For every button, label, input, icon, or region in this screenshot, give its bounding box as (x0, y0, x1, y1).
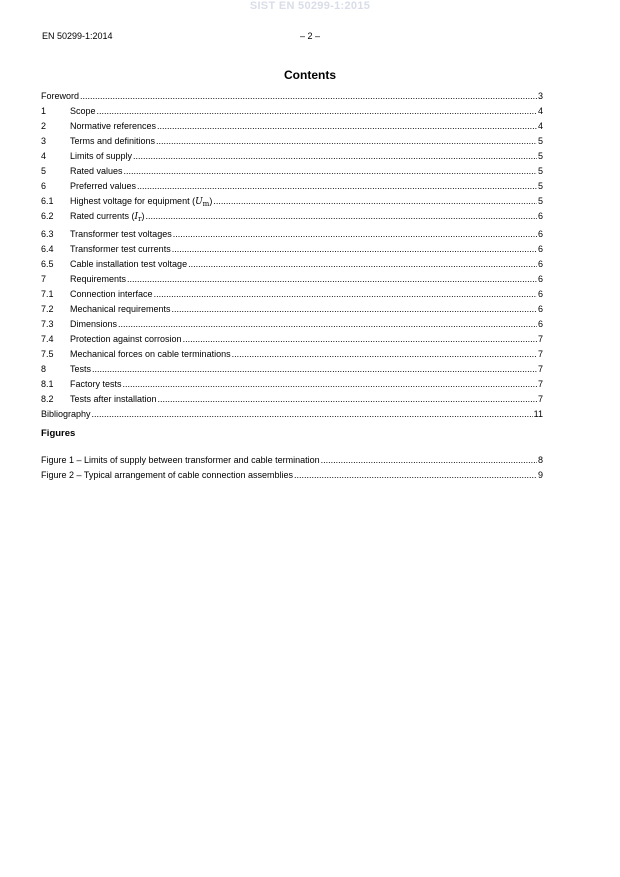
toc-entry[interactable] (41, 227, 543, 242)
leader-dots (232, 347, 537, 362)
toc-entry[interactable] (41, 179, 543, 194)
toc-entry-number: 6.2 (41, 211, 54, 221)
toc-entry[interactable] (41, 392, 543, 407)
toc-entry-page: 7 (537, 394, 543, 404)
toc-entry[interactable] (41, 362, 543, 377)
watermark: SIST EN 50299-1:2015 (249, 0, 371, 12)
leader-dots (154, 287, 537, 302)
leader-dots (294, 468, 537, 483)
toc-entry-page: 6 (537, 274, 543, 284)
toc-entry[interactable] (41, 194, 543, 209)
list-of-figures (41, 453, 543, 483)
toc-entry-label: Rated currents $(I_r)$ (70, 211, 145, 223)
toc-entry-page: 6 (537, 319, 543, 329)
toc-entry-page: 7 (537, 349, 543, 359)
toc-entry-label: Foreword (41, 91, 80, 101)
leader-dots (127, 272, 537, 287)
figure-entry-page: 8 (537, 455, 543, 465)
toc-entry[interactable] (41, 89, 543, 104)
toc-entry-number: 6 (41, 181, 47, 191)
toc-entry-number: 8.1 (41, 379, 54, 389)
figure-entry[interactable] (41, 468, 543, 483)
toc-entry[interactable] (41, 287, 543, 302)
leader-dots (92, 407, 533, 422)
toc-entry-page: 5 (537, 166, 543, 176)
toc-entry-label: Scope (70, 106, 96, 116)
leader-dots (173, 227, 537, 242)
toc-entry-page: 6 (537, 304, 543, 314)
toc-entry-label: Protection against corrosion (70, 334, 182, 344)
toc-entry[interactable] (41, 272, 543, 287)
toc-entry-label: Limits of supply (70, 151, 133, 161)
toc-entry[interactable] (41, 407, 543, 422)
toc-entry-page: 11 (533, 409, 543, 419)
toc-entry-page: 4 (537, 121, 543, 131)
toc-entry-page: 6 (537, 259, 543, 269)
toc-entry-label: Mechanical requirements (70, 304, 171, 314)
leader-dots (97, 104, 537, 119)
toc-entry-number: 8 (41, 364, 47, 374)
leader-dots (124, 164, 537, 179)
toc-entry-number: 7 (41, 274, 47, 284)
figure-entry-page: 9 (537, 470, 543, 480)
toc-entry-page: 5 (537, 151, 543, 161)
toc-entry[interactable] (41, 119, 543, 134)
toc-entry-label: Dimensions (70, 319, 118, 329)
toc-entry-page: 6 (537, 244, 543, 254)
leader-dots (188, 257, 537, 272)
leader-dots (118, 317, 537, 332)
toc-entry-page: 5 (537, 196, 543, 206)
toc-entry-page: 7 (537, 379, 543, 389)
toc-entry-number: 3 (41, 136, 47, 146)
toc-entry[interactable] (41, 104, 543, 119)
toc-entry-number: 6.1 (41, 196, 54, 206)
toc-entry-number: 6.5 (41, 259, 54, 269)
leader-dots (183, 332, 537, 347)
table-of-contents (41, 89, 543, 422)
toc-entry[interactable] (41, 332, 543, 347)
toc-entry[interactable] (41, 347, 543, 362)
toc-entry-label: Rated values (70, 166, 123, 176)
leader-dots (213, 194, 537, 209)
toc-entry-number: 7.5 (41, 349, 54, 359)
leader-dots (137, 179, 537, 194)
toc-entry-number: 6.4 (41, 244, 54, 254)
toc-entry-label: Bibliography (41, 409, 91, 419)
toc-entry-label: Transformer test currents (70, 244, 171, 254)
toc-entry-label: Tests (70, 364, 92, 374)
toc-entry-number: 4 (41, 151, 47, 161)
leader-dots (321, 453, 537, 468)
toc-entry-label: Factory tests (70, 379, 122, 389)
toc-entry-page: 5 (537, 181, 543, 191)
figure-entry-label: Figure 1 – Limits of supply between transformer and cable termination (41, 455, 320, 465)
toc-entry-number: 7.4 (41, 334, 54, 344)
figure-entry-label: Figure 2 – Typical arrangement of cable connection assemblies (41, 470, 293, 480)
toc-entry-page: 6 (537, 289, 543, 299)
leader-dots (156, 134, 537, 149)
leader-dots (158, 392, 537, 407)
leader-dots (145, 209, 537, 224)
toc-entry-number: 8.2 (41, 394, 54, 404)
toc-entry-page: 7 (537, 364, 543, 374)
toc-entry[interactable] (41, 377, 543, 392)
toc-entry-label: Mechanical forces on cable terminations (70, 349, 231, 359)
leader-dots (80, 89, 537, 104)
toc-entry-number: 5 (41, 166, 47, 176)
symbol: $U_m$ (195, 197, 210, 208)
toc-entry-label: Highest voltage for equipment $(U_m)$ (70, 196, 213, 208)
figures-heading: Figures (41, 428, 76, 439)
toc-entry-page: 4 (537, 106, 543, 116)
page-number: – 2 – (299, 31, 321, 41)
leader-dots (123, 377, 537, 392)
toc-entry-label: Requirements (70, 274, 127, 284)
standard-id: EN 50299-1:2014 (42, 31, 113, 41)
symbol: $I_r$ (134, 212, 142, 223)
toc-entry-label: Connection interface (70, 289, 153, 299)
leader-dots (172, 242, 537, 257)
leader-dots (133, 149, 537, 164)
toc-entry-number: 1 (41, 106, 47, 116)
contents-title: Contents (284, 68, 336, 82)
toc-entry[interactable] (41, 149, 543, 164)
toc-entry-number: 6.3 (41, 229, 54, 239)
toc-entry[interactable] (41, 242, 543, 257)
toc-entry-page: 5 (537, 136, 543, 146)
toc-entry-page: 7 (537, 334, 543, 344)
toc-entry[interactable] (41, 164, 543, 179)
leader-dots (172, 302, 537, 317)
toc-entry-number: 2 (41, 121, 47, 131)
toc-entry-number: 7.2 (41, 304, 54, 314)
toc-entry-label: Transformer test voltages (70, 229, 172, 239)
toc-entry-label: Preferred values (70, 181, 137, 191)
toc-entry-label: Tests after installation (70, 394, 157, 404)
toc-entry-label: Terms and definitions (70, 136, 156, 146)
toc-entry[interactable] (41, 209, 543, 224)
leader-dots (92, 362, 537, 377)
figure-entry[interactable] (41, 453, 543, 468)
toc-entry[interactable] (41, 134, 543, 149)
toc-entry-page: 3 (537, 91, 543, 101)
leader-dots (157, 119, 537, 134)
toc-entry[interactable] (41, 302, 543, 317)
toc-entry-page: 6 (537, 211, 543, 221)
toc-entry-number: 7.1 (41, 289, 54, 299)
toc-entry-page: 6 (537, 229, 543, 239)
toc-entry-label: Cable installation test voltage (70, 259, 188, 269)
toc-entry-number: 7.3 (41, 319, 54, 329)
toc-entry[interactable] (41, 317, 543, 332)
toc-entry[interactable] (41, 257, 543, 272)
toc-entry-label: Normative references (70, 121, 157, 131)
